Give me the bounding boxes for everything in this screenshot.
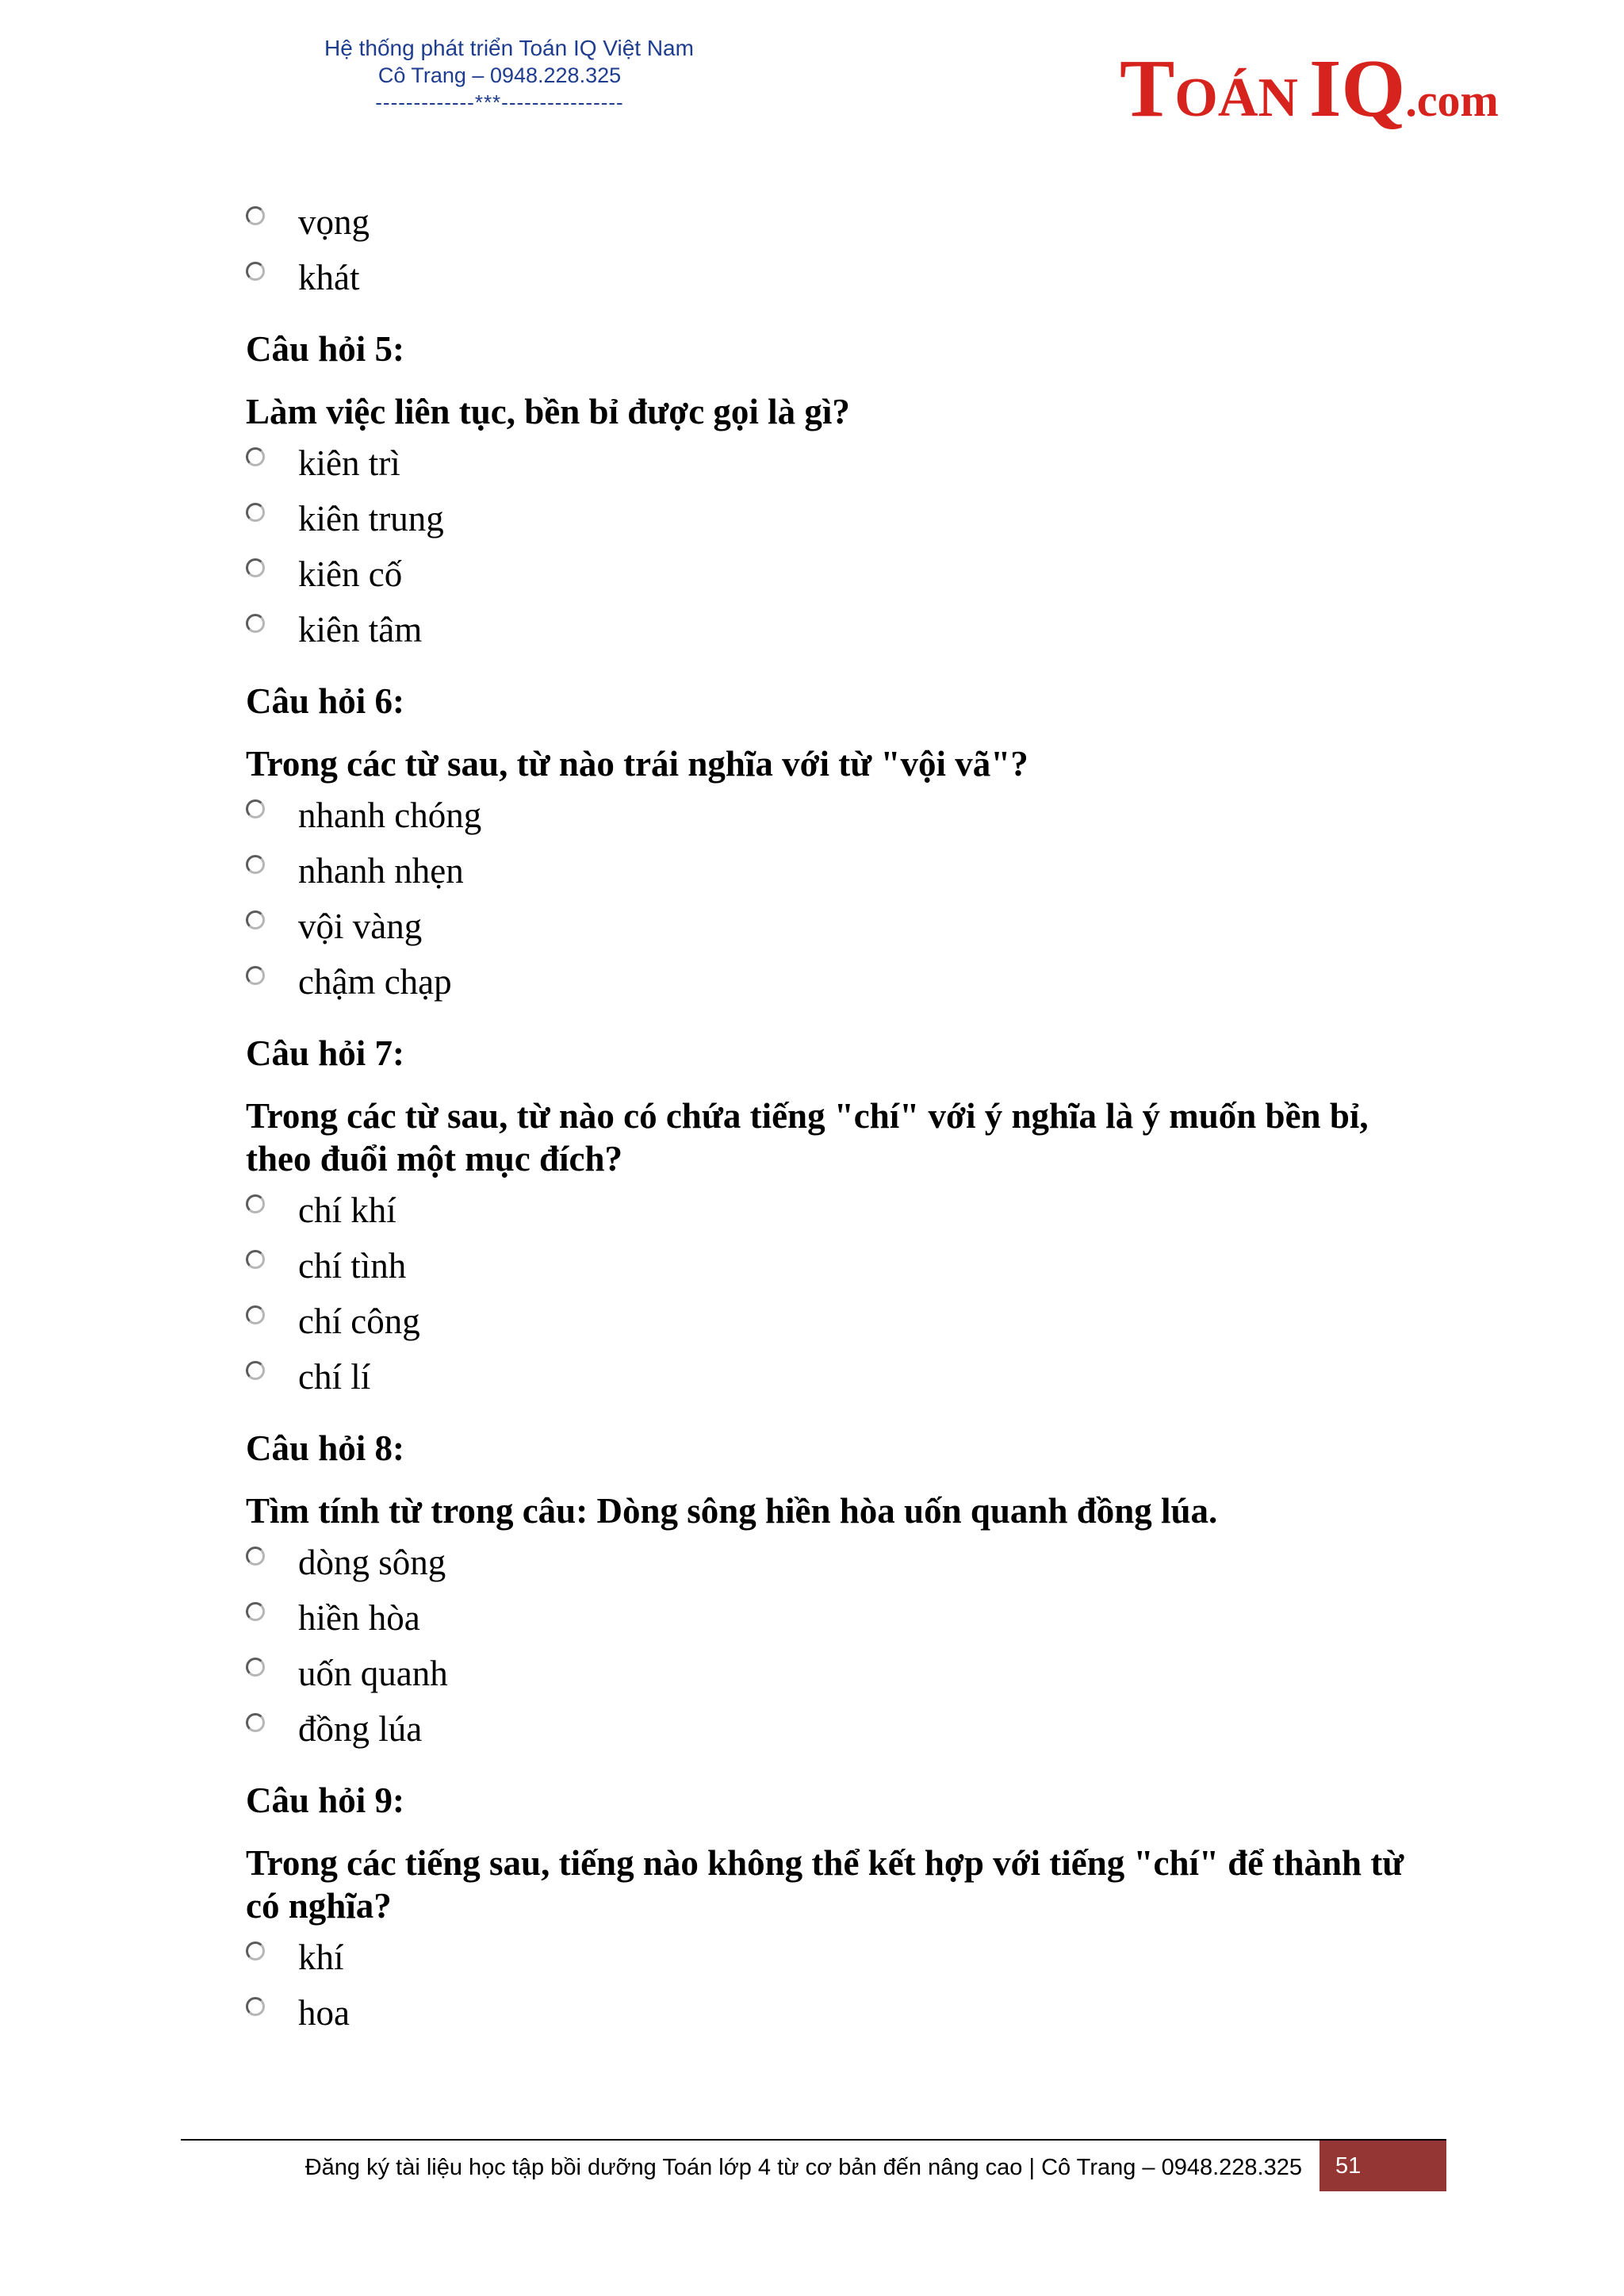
question-block — [246, 677, 1419, 1014]
answer-option[interactable] — [246, 958, 1419, 1014]
answer-option[interactable] — [246, 1186, 1419, 1242]
question-text: Làm việc liên tục, bền bỉ được gọi là gì? — [246, 392, 850, 431]
logo-letters-iq: IQ — [1308, 43, 1406, 134]
answer-option[interactable] — [246, 495, 1419, 550]
answer-option[interactable] — [246, 1353, 1419, 1409]
answer-option[interactable] — [246, 1705, 1419, 1761]
answer-option[interactable] — [246, 550, 1419, 606]
page-number: 51 — [1320, 2141, 1446, 2191]
quiz-content — [246, 198, 1419, 2045]
radio-button-icon[interactable] — [246, 1658, 265, 1677]
answer-option[interactable] — [246, 1242, 1419, 1297]
answer-option[interactable] — [246, 1989, 1419, 2045]
answer-option[interactable] — [246, 792, 1419, 847]
answer-label: chí công — [298, 1301, 420, 1341]
answer-label: uốn quanh — [298, 1654, 448, 1693]
answer-label: chí lí — [298, 1357, 371, 1397]
answer-option[interactable] — [246, 606, 1419, 661]
header-separator: -------------***---------------- — [375, 90, 624, 114]
question-title: Câu hỏi 5: — [246, 329, 405, 369]
radio-button-icon[interactable] — [246, 1194, 265, 1213]
question-block — [246, 325, 1419, 661]
answer-label: hoa — [298, 1993, 350, 2033]
answer-option[interactable] — [246, 1594, 1419, 1650]
answer-label: kiên cố — [298, 554, 403, 594]
question-text: Tìm tính từ trong câu: Dòng sông hiền hòa uốn quanh đồng lúa. — [246, 1491, 1218, 1531]
answer-option[interactable] — [246, 198, 1419, 254]
question-block — [246, 1777, 1419, 2045]
question-text: Trong các từ sau, từ nào trái nghĩa với từ "vội vã"? — [246, 744, 1028, 784]
radio-button-icon[interactable] — [246, 1547, 265, 1566]
answer-label: vội vàng — [298, 907, 423, 946]
question-title: Câu hỏi 8: — [246, 1428, 405, 1468]
header-info — [303, 35, 715, 116]
logo-letters-oan: OÁN — [1174, 67, 1298, 128]
question-title: Câu hỏi 9: — [246, 1780, 405, 1820]
answer-label: khát — [298, 258, 360, 297]
radio-button-icon[interactable] — [246, 799, 265, 818]
answer-label: chí khí — [298, 1190, 396, 1230]
radio-button-icon[interactable] — [246, 1602, 265, 1621]
footer-divider — [181, 2139, 1446, 2141]
radio-button-icon[interactable] — [246, 558, 265, 577]
radio-button-icon[interactable] — [246, 1713, 265, 1732]
radio-button-icon[interactable] — [246, 855, 265, 874]
answer-label: chí tình — [298, 1246, 407, 1286]
radio-button-icon[interactable] — [246, 1941, 265, 1961]
question-title: Câu hỏi 7: — [246, 1033, 405, 1073]
logo-letters-com: .com — [1405, 75, 1499, 126]
answer-label: kiên trì — [298, 443, 400, 483]
answer-label: kiên trung — [298, 499, 444, 539]
radio-button-icon[interactable] — [246, 614, 265, 633]
radio-button-icon[interactable] — [246, 1361, 265, 1380]
answer-label: nhanh chóng — [298, 795, 482, 835]
answer-label: dòng sông — [298, 1543, 446, 1582]
answer-option[interactable] — [246, 254, 1419, 309]
answer-label: vọng — [298, 202, 370, 242]
radio-button-icon[interactable] — [246, 1305, 265, 1324]
logo-letter-t: T — [1120, 43, 1175, 134]
radio-button-icon[interactable] — [246, 503, 265, 522]
answer-option[interactable] — [246, 847, 1419, 903]
answer-option[interactable] — [246, 439, 1419, 495]
footer-text: Đăng ký tài liệu học tập bồi dưỡng Toán lớp 4 từ cơ bản đến nâng cao | Cô Trang – 0948.228.325 — [304, 2155, 1302, 2180]
radio-button-icon[interactable] — [246, 262, 265, 281]
answer-label: chậm chạp — [298, 962, 452, 1002]
radio-button-icon[interactable] — [246, 966, 265, 985]
radio-button-icon[interactable] — [246, 1997, 265, 2016]
question-block — [246, 1424, 1419, 1761]
answer-label: kiên tâm — [298, 610, 423, 650]
answer-option[interactable] — [246, 1297, 1419, 1353]
answer-label: đồng lúa — [298, 1709, 423, 1749]
answer-label: khí — [298, 1938, 344, 1977]
question-text: Trong các từ sau, từ nào có chứa tiếng "chí" với ý nghĩa là ý muốn bền bỉ, theo đuổi một mục đích? — [246, 1096, 1369, 1179]
radio-button-icon[interactable] — [246, 1250, 265, 1269]
question-block — [246, 1029, 1419, 1409]
answer-option[interactable] — [246, 1934, 1419, 1989]
answer-option[interactable] — [246, 903, 1419, 958]
answer-label: hiền hòa — [298, 1598, 420, 1638]
toaniq-logo — [1120, 41, 1499, 136]
radio-button-icon[interactable] — [246, 206, 265, 225]
header-contact: Cô Trang – 0948.228.325 — [377, 63, 622, 87]
answer-option[interactable] — [246, 1539, 1419, 1594]
radio-button-icon[interactable] — [246, 910, 265, 930]
answer-label: nhanh nhẹn — [298, 851, 464, 891]
question-text: Trong các tiếng sau, tiếng nào không thể kết hợp với tiếng "chí" để thành từ có nghĩa? — [246, 1843, 1404, 1926]
header-org-name: Hệ thống phát triển Toán IQ Việt Nam — [324, 36, 694, 60]
question-title: Câu hỏi 6: — [246, 681, 405, 721]
radio-button-icon[interactable] — [246, 447, 265, 466]
answer-option[interactable] — [246, 1650, 1419, 1705]
